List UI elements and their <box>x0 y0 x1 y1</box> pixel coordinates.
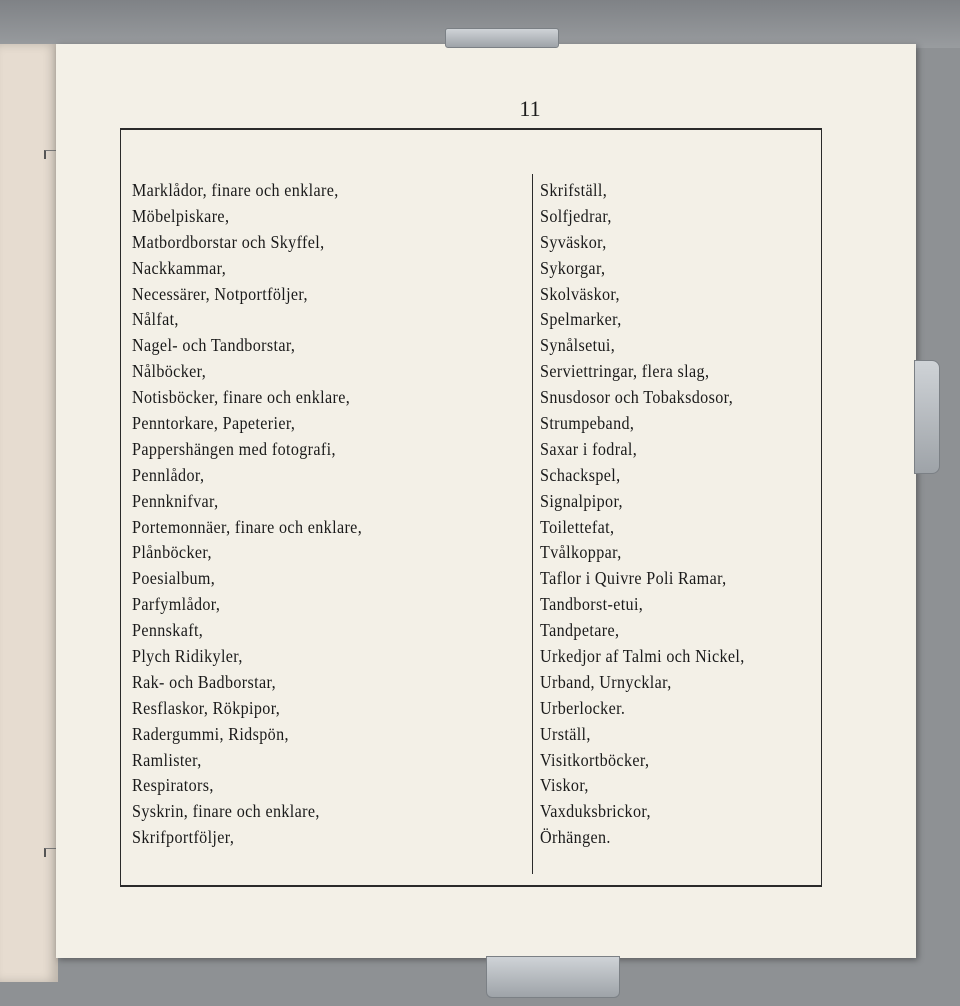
list-item: Radergummi, Ridspön, <box>132 723 289 744</box>
list-item: Snusdosor och Tobaksdosor, <box>540 387 734 408</box>
list-item: Strumpeband, <box>540 413 635 434</box>
list-item: Viskor, <box>540 775 589 796</box>
column-divider <box>532 174 533 874</box>
list-item: Plånböcker, <box>132 542 212 563</box>
list-item: Matbordborstar och Skyffel, <box>132 231 325 252</box>
list-item: Necessärer, Notportföljer, <box>132 283 308 304</box>
list-item: Nagel- och Tandborstar, <box>132 335 296 356</box>
list-item: Nålböcker, <box>132 361 207 382</box>
list-item: Pennskaft, <box>132 620 204 641</box>
list-item: Pappershängen med fotografi, <box>132 438 336 459</box>
binder-clip-right-icon <box>914 360 940 474</box>
list-item: Syskrin, finare och enklare, <box>132 801 320 822</box>
list-item: Örhängen. <box>540 827 611 848</box>
list-item: Pennknifvar, <box>132 490 219 511</box>
list-item: Respirators, <box>132 775 214 796</box>
staple-top-icon <box>44 150 56 159</box>
list-item: Visitkortböcker, <box>540 749 650 770</box>
list-item: Marklådor, finare och enklare, <box>132 180 339 200</box>
list-item: Vaxduksbrickor, <box>540 801 651 822</box>
list-item: Plych Ridikyler, <box>132 646 243 667</box>
document-page <box>56 44 916 958</box>
list-item: Signalpipor, <box>540 490 623 511</box>
staple-bottom-icon <box>44 848 56 857</box>
left-column-list <box>132 178 382 851</box>
list-item: Ramlister, <box>132 749 202 770</box>
list-item: Tandborst-etui, <box>540 594 644 615</box>
list-item: Poesialbum, <box>132 568 216 589</box>
list-item: Resflaskor, Rökpipor, <box>132 697 281 718</box>
list-item: Solfjedrar, <box>540 205 612 226</box>
right-column-list <box>540 178 762 851</box>
list-item: Tandpetare, <box>540 620 620 641</box>
list-item: Portemonnäer, finare och enklare, <box>132 516 363 537</box>
list-item: Spelmarker, <box>540 309 622 330</box>
list-item: Schackspel, <box>540 464 621 485</box>
list-item: Pennlådor, <box>132 464 205 485</box>
list-item: Urberlocker. <box>540 697 626 718</box>
list-item: Urband, Urnycklar, <box>540 671 672 692</box>
list-item: Skrifportföljer, <box>132 827 235 848</box>
list-item: Serviettringar, flera slag, <box>540 361 710 382</box>
list-item: Syväskor, <box>540 231 607 252</box>
list-item: Nackkammar, <box>132 257 227 278</box>
list-item: Rak- och Badborstar, <box>132 671 276 692</box>
list-item: Penntorkare, Papeterier, <box>132 413 296 434</box>
list-item: Skolväskor, <box>540 283 620 304</box>
list-item: Notisböcker, finare och enklare, <box>132 387 351 408</box>
list-frame <box>120 128 822 887</box>
previous-page-edge <box>0 44 58 982</box>
list-item: Urkedjor af Talmi och Nickel, <box>540 646 745 667</box>
binder-clip-top-icon <box>445 28 559 48</box>
list-item: Urställ, <box>540 723 591 744</box>
binder-clip-bottom-icon <box>486 956 620 998</box>
list-item: Synålsetui, <box>540 335 616 356</box>
list-item: Parfymlådor, <box>132 594 221 615</box>
list-item: Saxar i fodral, <box>540 438 638 459</box>
list-item: Möbelpiskare, <box>132 205 230 226</box>
list-item: Nålfat, <box>132 309 179 330</box>
list-item: Tvålkoppar, <box>540 542 622 563</box>
list-item: Toilettefat, <box>540 516 615 537</box>
list-item: Sykorgar, <box>540 257 606 278</box>
list-item: Skrifställ, <box>540 180 608 200</box>
list-item: Taflor i Quivre Poli Ramar, <box>540 568 727 589</box>
page-number: 11 <box>519 96 541 121</box>
